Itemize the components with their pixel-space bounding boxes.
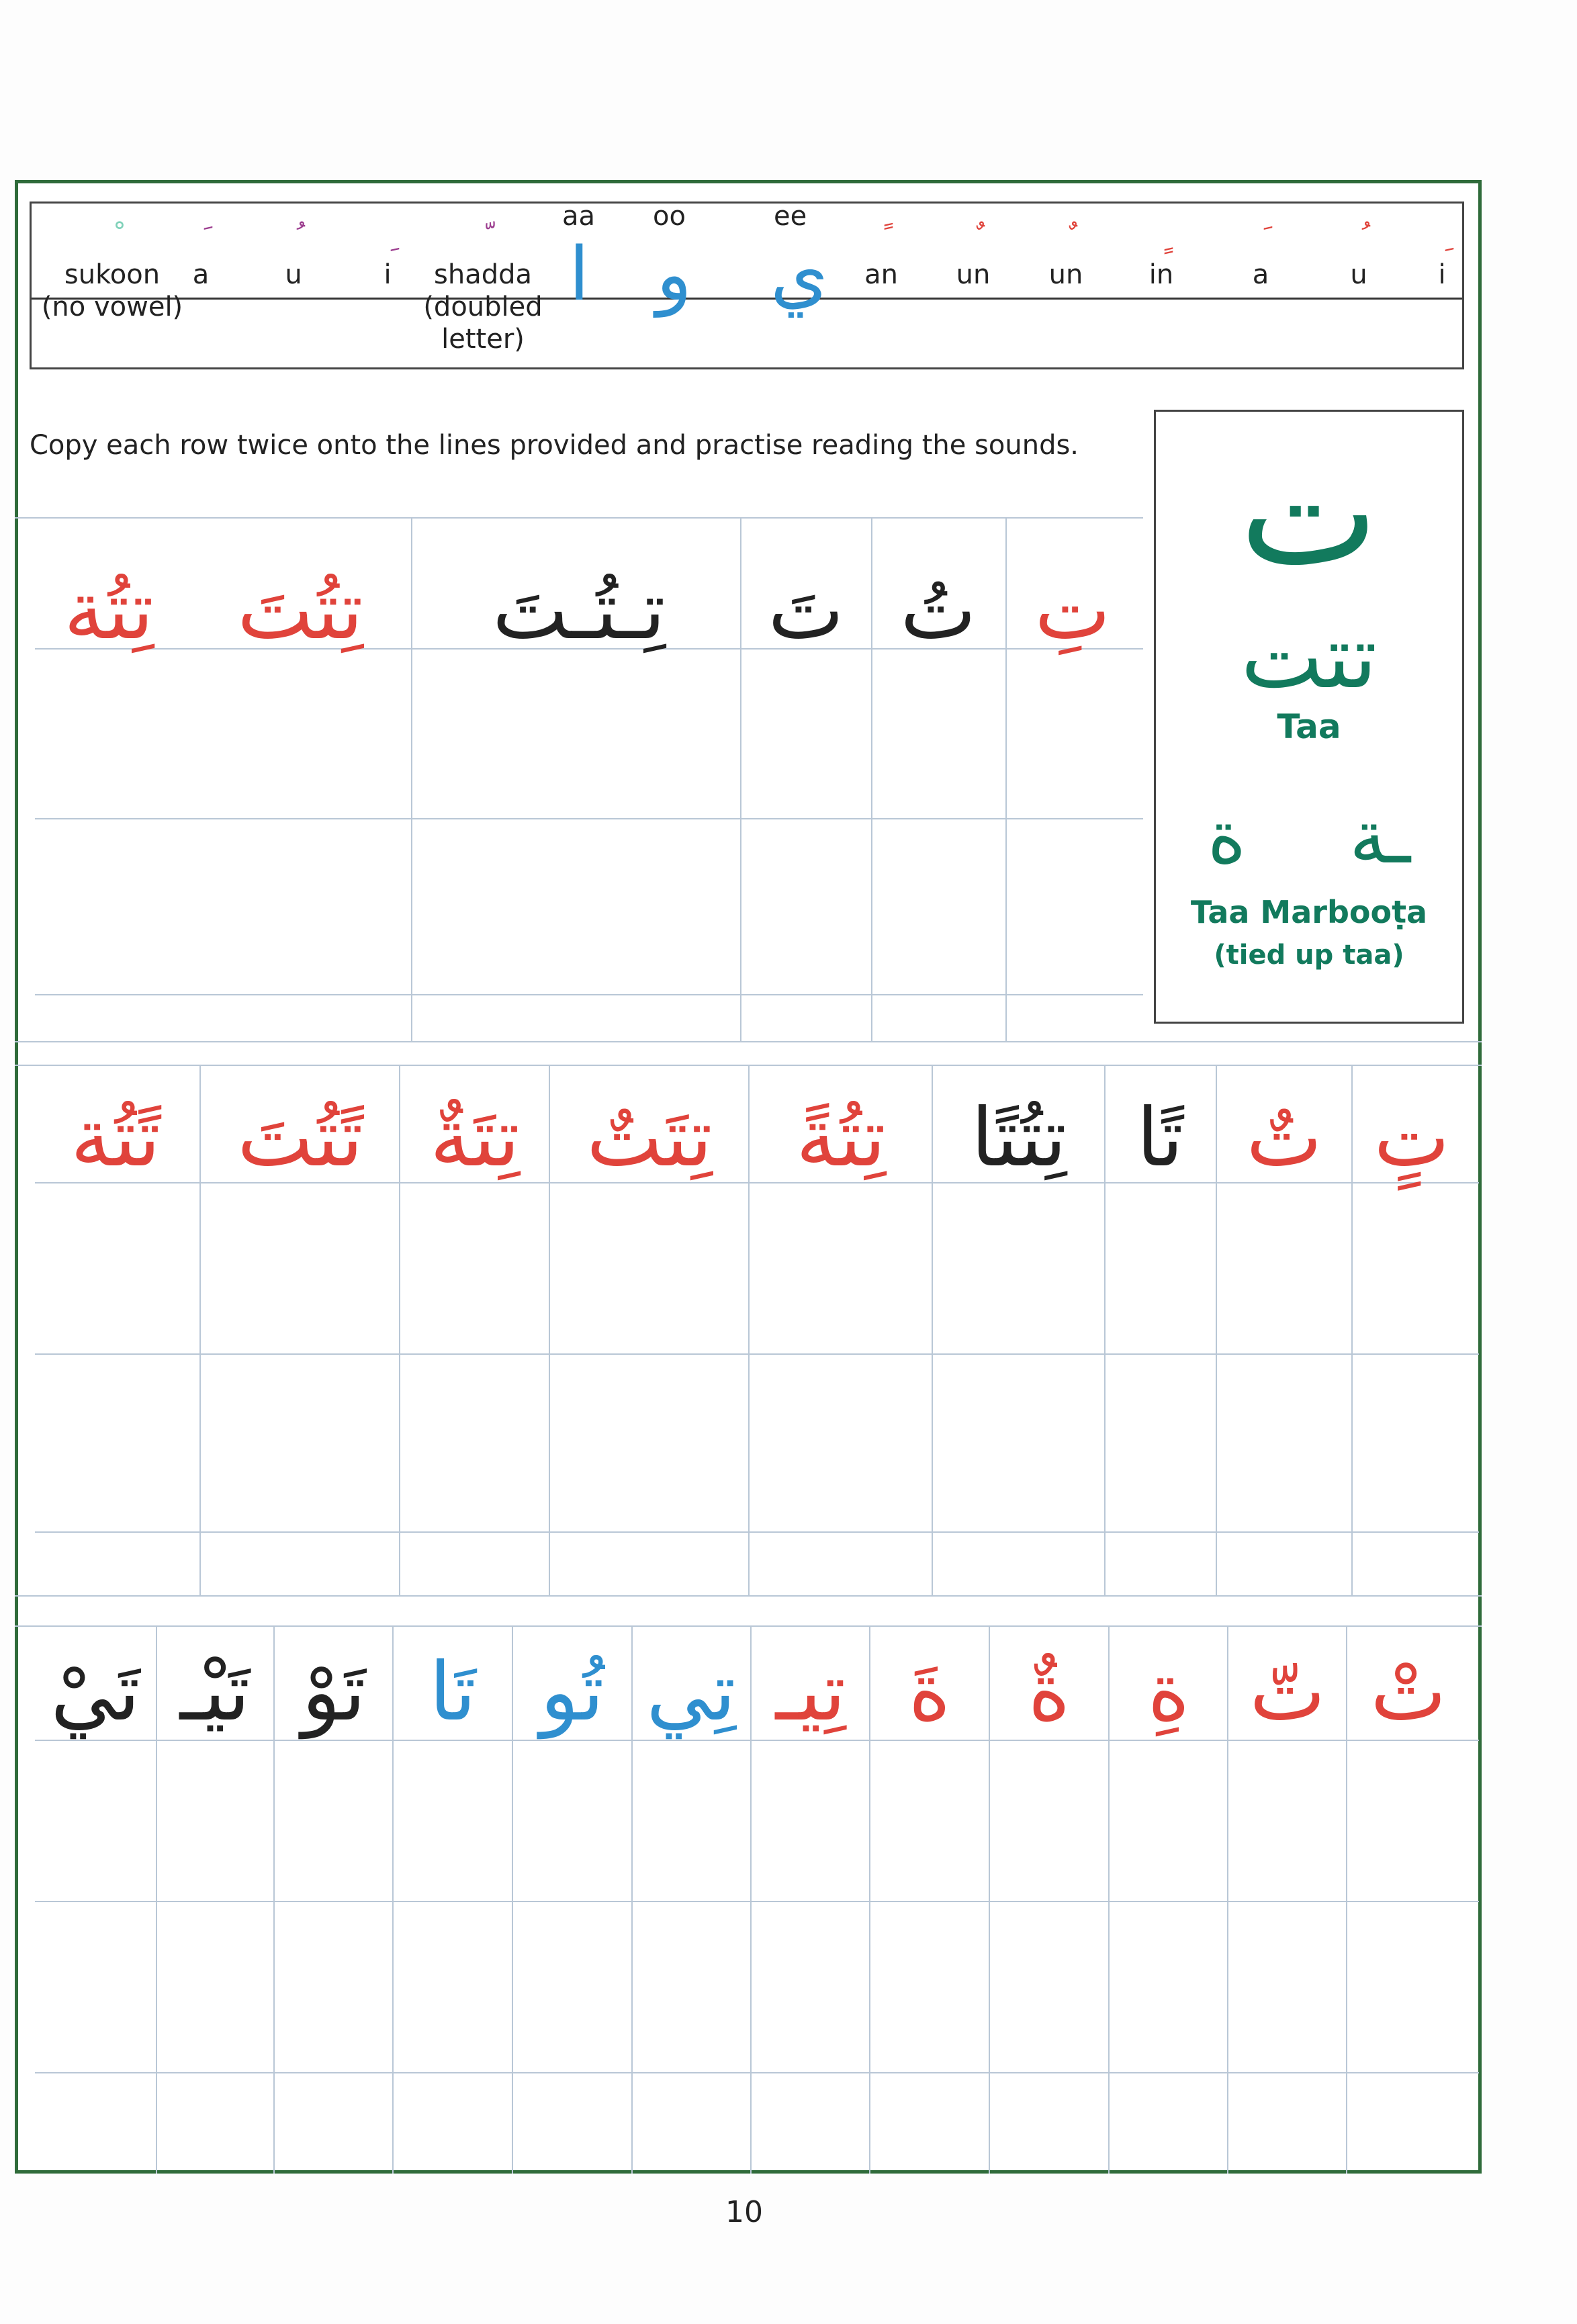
row2-item-7: تِتَةٌ: [430, 1091, 520, 1185]
damma-mark: [285, 217, 302, 259]
shadda-mark: [419, 217, 547, 259]
kasra-label: i: [384, 259, 392, 290]
vowel-legend: [30, 202, 1464, 369]
divider: [392, 1625, 394, 2174]
sukoon-label: sukoon: [64, 259, 161, 290]
divider: [1216, 1065, 1217, 1595]
a2-label: a: [1252, 259, 1269, 290]
damma-label: u: [285, 259, 302, 290]
divider: [750, 1625, 752, 2174]
row3-item-2: تّ: [1249, 1646, 1326, 1739]
divider: [989, 1625, 990, 2174]
row2-item-5: تِتُةً: [796, 1091, 886, 1185]
row1-item-3: تَ: [768, 564, 844, 658]
row2-item-4: تِتُتًا: [971, 1091, 1067, 1185]
divider: [512, 1625, 513, 2174]
long-oo-glyph: و: [656, 231, 692, 317]
un-mark-1: [956, 217, 991, 259]
sukoon-sub: (no vowel): [41, 292, 183, 322]
an-mark: [864, 217, 898, 259]
taa-joined-forms: تتت: [1241, 606, 1378, 708]
legend-sukoon: [42, 217, 183, 323]
taa-letter-large: ت: [1239, 427, 1379, 598]
sukoon-mark: [42, 217, 183, 259]
rule: [35, 2072, 1479, 2073]
rule: [15, 517, 1143, 519]
legend-un-2: [1049, 217, 1083, 291]
row2-item-6: تِتَتٌ: [586, 1091, 713, 1185]
practice-row-3: [15, 1625, 1482, 2174]
divider: [740, 517, 741, 1041]
divider: [549, 1065, 550, 1595]
rule: [15, 1041, 1482, 1042]
rule: [35, 1740, 1479, 1741]
i2-mark: [1438, 217, 1445, 259]
divider: [1005, 517, 1007, 1041]
un-label-1: un: [956, 259, 991, 290]
divider: [1108, 1625, 1110, 2174]
rule: [35, 1901, 1479, 1902]
rule: [15, 1595, 1482, 1597]
legend-i-2: [1438, 217, 1445, 291]
divider: [1104, 1065, 1106, 1595]
row3-item-6: تِيـ: [775, 1646, 846, 1739]
fatha-label: a: [192, 259, 210, 290]
in-label: in: [1148, 259, 1174, 290]
row3-item-5: ةَ: [908, 1646, 951, 1739]
legend-u-2: [1350, 217, 1367, 291]
row2-item-3: تًا: [1136, 1091, 1183, 1185]
long-oo-label: oo: [653, 201, 686, 232]
row2-item-9: تًتُة: [71, 1091, 161, 1185]
divider: [748, 1065, 750, 1595]
divider: [156, 1625, 157, 2174]
row2-item-2: تٌ: [1246, 1091, 1322, 1185]
divider: [199, 1065, 201, 1595]
divider: [1346, 1625, 1347, 2174]
row3-item-7: تِي: [646, 1646, 736, 1739]
i2-label: i: [1438, 259, 1446, 290]
practice-row-2: [15, 1065, 1482, 1595]
divider: [869, 1625, 870, 2174]
kasra-mark: [384, 217, 391, 259]
divider: [411, 517, 412, 1041]
legend-an: [864, 217, 898, 291]
row3-item-9: تَا: [429, 1646, 476, 1739]
a2-mark: [1253, 217, 1269, 259]
row2-item-8: تًتُتَ: [237, 1091, 363, 1185]
long-ee-label: ee: [774, 201, 807, 232]
u2-mark: [1350, 217, 1367, 259]
rule: [35, 818, 1143, 819]
divider: [1351, 1065, 1353, 1595]
legend-shadda: [419, 217, 547, 355]
legend-damma: [285, 217, 302, 291]
long-ee-glyph: ي: [770, 231, 829, 317]
in-mark: [1149, 217, 1173, 259]
rule: [35, 994, 1143, 995]
row3-item-10: تَوْ: [302, 1646, 366, 1739]
legend-baseline: [32, 298, 1462, 300]
shadda-label: shadda: [434, 259, 532, 290]
u2-label: u: [1350, 259, 1367, 290]
row1-item-2: تُ: [900, 564, 977, 658]
row3-item-12: تَيْ: [50, 1646, 140, 1739]
row3-item-11: تَيْـ: [179, 1646, 251, 1739]
divider: [1227, 1625, 1228, 2174]
legend-fatha: [193, 217, 210, 291]
row1-item-4: تِـتُـتَ: [492, 564, 666, 658]
legend-un-1: [956, 217, 991, 291]
legend-a-2: [1253, 217, 1269, 291]
shadda-sub: (doubled letter): [423, 292, 543, 355]
legend-in: [1149, 217, 1173, 291]
long-aa-glyph: ا: [569, 231, 590, 317]
row3-item-1: تْ: [1370, 1646, 1447, 1739]
row1-item-6: تِتُة: [64, 564, 154, 658]
divider: [399, 1065, 400, 1595]
rule: [35, 1531, 1479, 1533]
rule: [35, 1353, 1479, 1355]
page-number: 10: [725, 2195, 763, 2229]
instruction-text: Copy each row twice onto the lines provided and practise reading the sounds.: [30, 430, 1079, 461]
fatha-mark: [193, 217, 210, 259]
un-mark-2: [1049, 217, 1083, 259]
row3-item-8: تُو: [540, 1646, 604, 1739]
divider: [932, 1065, 933, 1595]
taa-marbuta-subtitle: (tied up taa): [1214, 940, 1404, 971]
row3-item-3: ةِ: [1147, 1646, 1190, 1739]
practice-row-1: [15, 517, 1482, 1041]
divider: [631, 1625, 633, 2174]
taa-marbuta-joined: ـة: [1349, 794, 1411, 880]
rule: [15, 1625, 1482, 1627]
row1-item-1: تِ: [1034, 564, 1111, 658]
long-aa-label: aa: [562, 201, 596, 232]
legend-kasra: [384, 217, 391, 291]
taa-marbuta-isolated: ة: [1207, 794, 1247, 880]
taa-marbuta-name: Taa Marbooṭa: [1190, 894, 1428, 930]
divider: [871, 517, 872, 1041]
divider: [273, 1625, 275, 2174]
row2-item-1: تٍ: [1373, 1091, 1450, 1185]
un-label-2: un: [1048, 259, 1083, 290]
taa-name: Taa: [1277, 707, 1341, 746]
row3-item-4: ةٌ: [1028, 1646, 1071, 1739]
an-label: an: [864, 259, 898, 290]
row1-item-5: تِتُتَ: [237, 564, 363, 658]
